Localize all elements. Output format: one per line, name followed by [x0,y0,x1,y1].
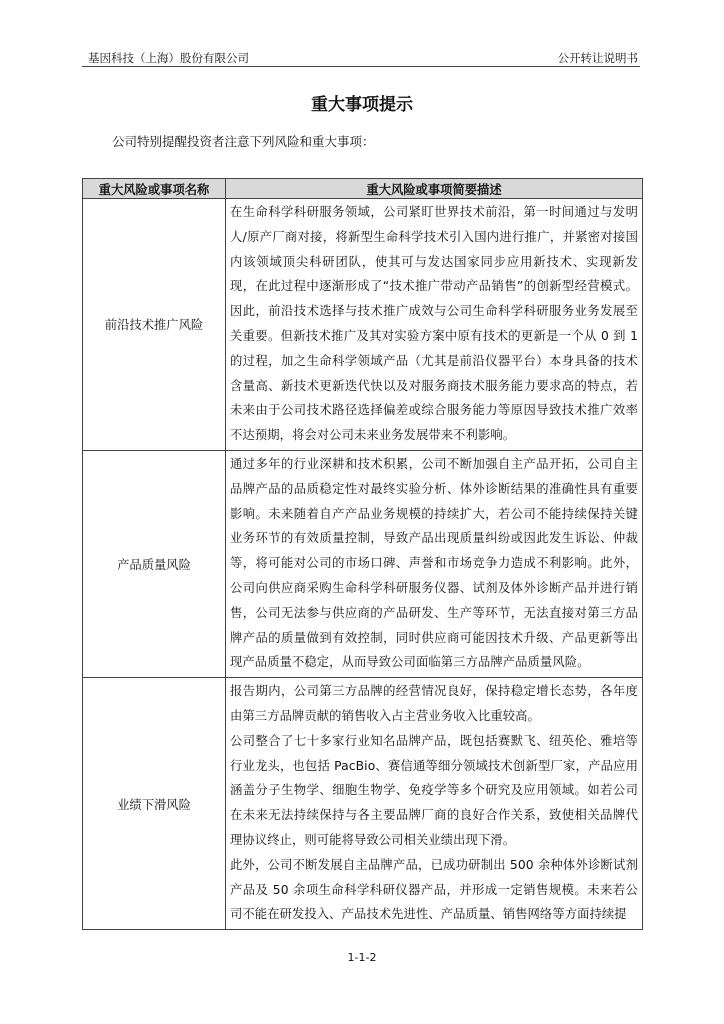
page-header [82,48,640,67]
table-header-row [83,179,643,199]
description-paragraph: 通过多年的行业深耕和技术积累，公司不断加强自主产品开拓，公司自主品牌产品的品质稳定性对最终实验分析、体外诊断结果的准确性具有重要影响。未来随着自产产品业务规模的持续扩大，若公司不能持续保持关键业务环节的有效质量控制，导致产品出现质量纠纷或因此发生诉讼、仲裁等，将可能对公司的市场口碑、声誉和市场竞争力造成不利影响。此外，公司向供应商采购生命科学科研服务仪器、试剂及体外诊断产品并进行销售，公司无法参与供应商的产品研发、生产等环节，无法直接对第三方品牌产品的质量做到有效控制，同时供应商可能因技术升级、产品更新等出现产品质量不稳定，从而导致公司面临第三方品牌产品质量风险。 [230,456,638,670]
risk-description [226,450,643,677]
company-name: 基因科技（上海）股份有限公司 [88,51,249,65]
column-header-risk-description: 重大风险或事项简要描述 [226,179,643,199]
document-type: 公开转让说明书 [557,51,638,65]
column-header-risk-name: 重大风险或事项名称 [83,179,226,199]
risk-name: 前沿技术推广风险 [83,199,226,451]
description-paragraph: 此外，公司不断发展自主品牌产品，已成功研制出 500 余种体外诊断试剂产品及 50 余项生命科学科研仪器产品，并形成一定销售规模。未来若公司不能在研发投入、产品技术先进性、产品质量、销售网络等方面持续提 [230,857,638,922]
page-number: 1-1-2 [347,951,377,964]
description-paragraph: 在生命科学科研服务领域，公司紧盯世界技术前沿，第一时间通过与发明人/原产厂商对接，将新型生命科学技术引入国内进行推广，并紧密对接国内该领域顶尖科研团队，使其可与发达国家同步应用新技术、实现新发现，在此过程中逐渐形成了“技术推广带动产品销售”的创新型经营模式。因此，前沿技术选择与技术推广成效与公司生命科学科研服务业务发展至关重要。但新技术推广及其对实验方案中原有技术的更新是一个从 0 到 1 的过程，加之生命科学领域产品（尤其是前沿仪器平台）本身具备的技术含量高、新技术更新迭代快以及对服务商技术服务能力要求高的特点，若未来由于公司技术路径选择偏差或综合服务能力等原因导致技术推广效率不达预期，将会对公司未来业务发展带来不利影响。 [230,205,638,443]
risk-description [226,678,643,930]
risk-name: 产品质量风险 [83,450,226,677]
intro-text: 公司特别提醒投资者注意下列风险和重大事项： [112,134,375,149]
risk-name: 业绩下滑风险 [83,678,226,930]
risk-description [226,199,643,451]
table-row [83,450,643,677]
table-row [83,199,643,451]
description-paragraph: 报告期内，公司第三方品牌的经营情况良好，保持稳定增长态势，各年度由第三方品牌贡献的销售收入占主营业务收入比重较高。 [230,684,638,723]
page-title: 重大事项提示 [311,95,413,115]
table-row [83,678,643,930]
description-paragraph: 公司整合了七十多家行业知名品牌产品，既包括赛默飞、纽英伦、雅培等行业龙头，也包括 PacBio、赛信通等细分领域技术创新型厂家，产品应用涵盖分子生物学、细胞生物学、免疫学等多个研究及应用领域。如若公司在未来无法持续保持与各主要品牌厂商的良好合作关系，致使相关品牌代理协议终止，则可能将导致公司相关业绩出现下滑。 [230,733,638,847]
risk-table [82,178,643,930]
